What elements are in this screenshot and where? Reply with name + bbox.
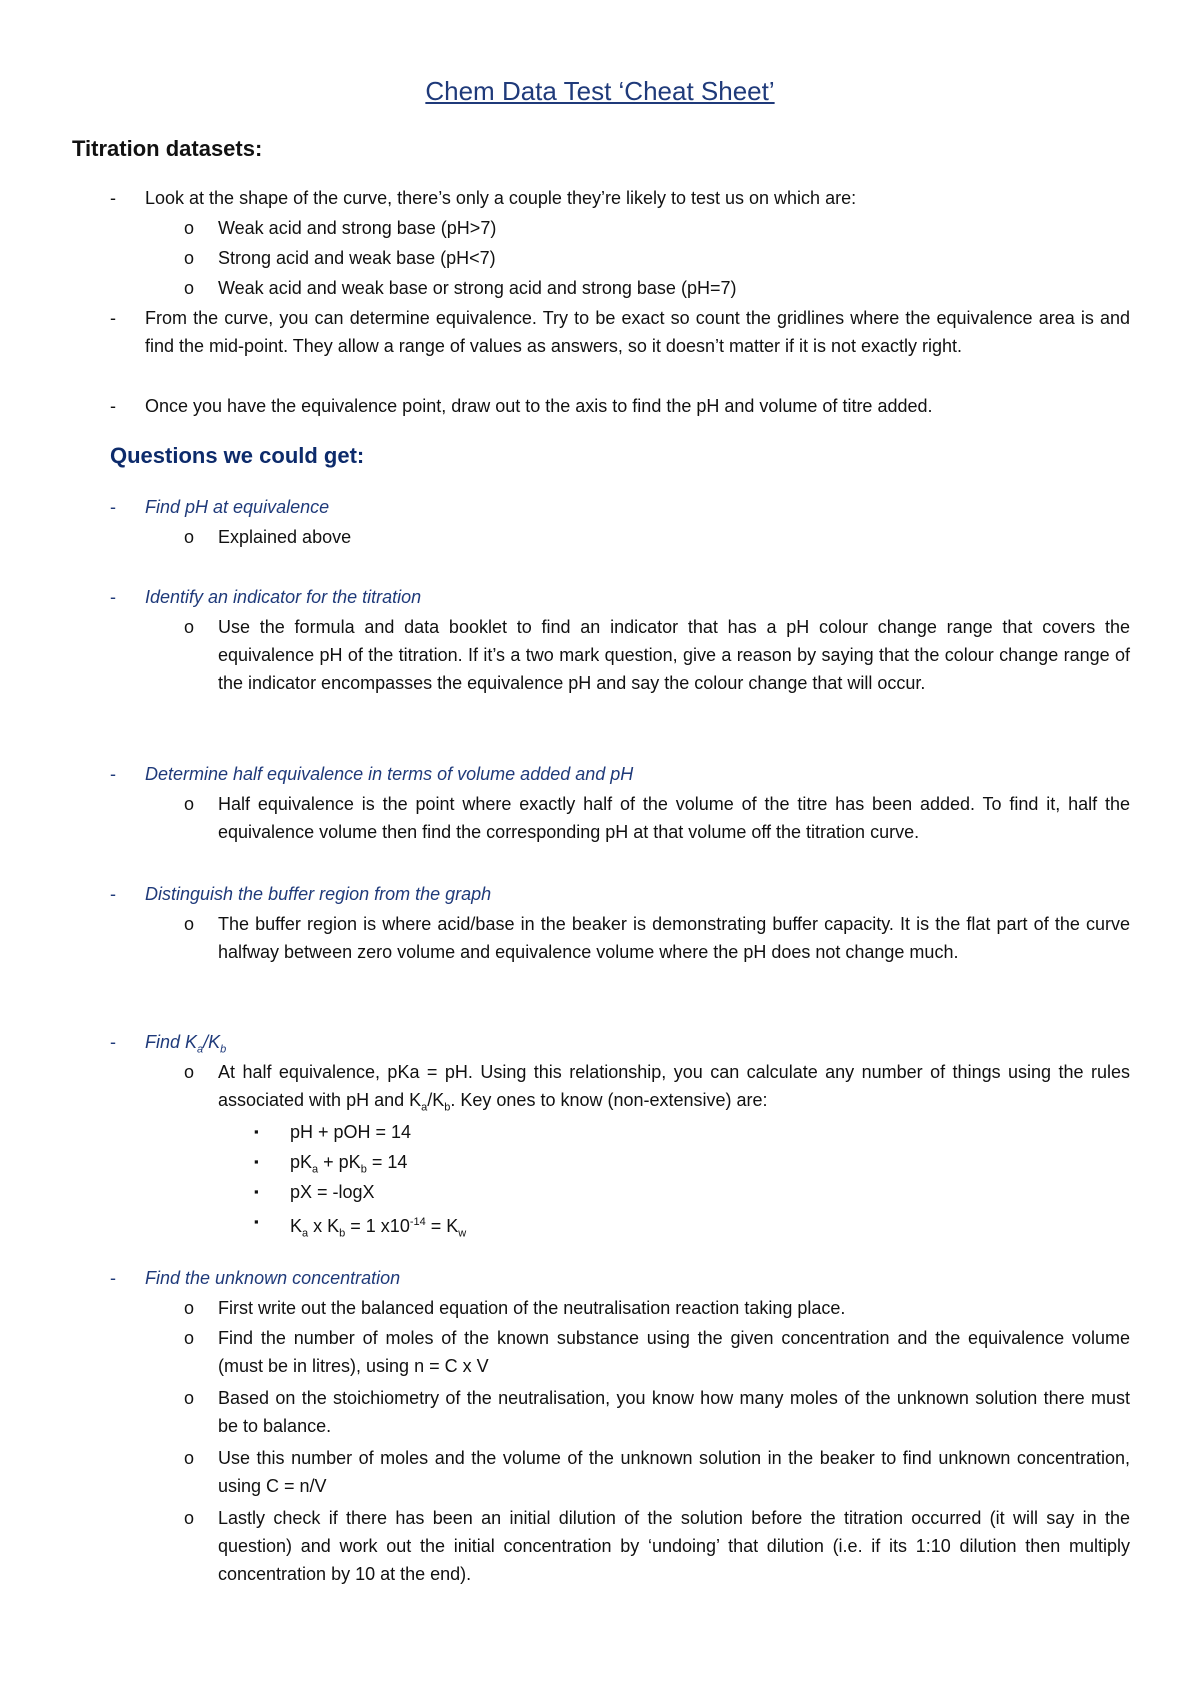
- curve-type-neutral: Weak acid and weak base or strong acid and strong base (pH=7): [218, 278, 737, 298]
- question-unknown-concentration: Find the unknown concentration: [145, 1268, 401, 1288]
- dash-bullet: -: [110, 396, 116, 416]
- titration-item-shape: Look at the shape of the curve, there’s only a couple they’re likely to test us on which are:: [145, 188, 857, 208]
- answer-half-equivalence: Half equivalence is the point where exactly half of the volume of the titre has been added. To find it, half the equivalence volume then find the corresponding pH at that volume off the titration curve.: [218, 794, 1130, 842]
- page-title: Chem Data Test ‘Cheat Sheet’: [425, 76, 775, 106]
- square-bullet: ▪: [254, 1214, 259, 1229]
- answer-find-ka-kb: At half equivalence, pKa = pH. Using this relationship, you can calculate any number of things using the rules associated with pH and $K_a/K_b$. Key ones to know (non-extensive) are:: [218, 1062, 1130, 1114]
- circle-bullet: o: [184, 248, 195, 268]
- step-balanced-equation: First write out the balanced equation of the neutralisation reaction taking place.: [218, 1298, 846, 1318]
- heading-titration-datasets: Titration datasets:: [72, 136, 263, 161]
- dash-bullet: -: [110, 188, 116, 208]
- answer-buffer-region: The buffer region is where acid/base in the beaker is demonstrating buffer capacity. It is the flat part of the curve halfway between zero volume and equivalence volume where the pH does not change much.: [218, 914, 1130, 962]
- dash-bullet: -: [110, 308, 116, 328]
- rule-ka-kb-kw: $K_a$ x $K_b = 1$ $x10^{-14} = K_w$: [290, 1216, 467, 1240]
- titration-item-equivalence: From the curve, you can determine equivalence. Try to be exact so count the gridlines where the equivalence area is and find the mid-point. They allow a range of values as answers, so it doesn’t matter if it is not exactly right.: [145, 308, 1130, 356]
- circle-bullet: o: [184, 218, 195, 238]
- question-ph-equivalence: Find pH at equivalence: [145, 497, 330, 517]
- answer-ph-equivalence: Explained above: [218, 527, 352, 547]
- dash-bullet: -: [110, 1032, 116, 1052]
- step-dilution: Lastly check if there has been an initial dilution of the solution before the titration occurred (it will say in the question) and work out the initial concentration by ‘undoing’ that dilution (i.e. if its 1:10 dilution then multiply concentration by 10 at the end).: [218, 1508, 1130, 1584]
- square-bullet: ▪: [254, 1154, 259, 1169]
- step-unknown-concentration: Use this number of moles and the volume of the unknown solution in the beaker to find unknown concentration, using C = n/V: [218, 1448, 1130, 1496]
- curve-type-strong-acid-weak-base: Strong acid and weak base (pH<7): [218, 248, 496, 268]
- dash-bullet: -: [110, 1268, 116, 1288]
- heading-questions: Questions we could get:: [110, 443, 365, 468]
- rule-ph-poh: pH + pOH = 14: [290, 1122, 412, 1142]
- square-bullet: ▪: [254, 1124, 259, 1139]
- dash-bullet: -: [110, 497, 116, 517]
- circle-bullet: o: [184, 1298, 195, 1318]
- square-bullet: ▪: [254, 1184, 259, 1199]
- step-stoichiometry: Based on the stoichiometry of the neutralisation, you know how many moles of the unknown solution there must be to balance.: [218, 1388, 1130, 1436]
- circle-bullet: o: [184, 527, 195, 547]
- circle-bullet: o: [184, 1062, 195, 1082]
- question-half-equivalence: Determine half equivalence in terms of volume added and pH: [145, 764, 634, 784]
- circle-bullet: o: [184, 1448, 195, 1468]
- circle-bullet: o: [184, 278, 195, 298]
- dash-bullet: -: [110, 764, 116, 784]
- question-buffer-region: Distinguish the buffer region from the graph: [145, 884, 492, 904]
- circle-bullet: o: [184, 617, 195, 637]
- dash-bullet: -: [110, 884, 116, 904]
- circle-bullet: o: [184, 1328, 195, 1348]
- circle-bullet: o: [184, 1388, 195, 1408]
- curve-type-weak-acid-strong-base: Weak acid and strong base (pH>7): [218, 218, 497, 238]
- rule-pka-pkb: $pK_a + pK_b = 14$: [290, 1152, 408, 1176]
- question-indicator: Identify an indicator for the titration: [145, 587, 422, 607]
- titration-item-axis: Once you have the equivalence point, draw out to the axis to find the pH and volume of titre added.: [145, 396, 933, 416]
- circle-bullet: o: [184, 1508, 195, 1528]
- circle-bullet: o: [184, 794, 195, 814]
- circle-bullet: o: [184, 914, 195, 934]
- rule-px-logx: pX = -logX: [290, 1182, 375, 1202]
- answer-indicator: Use the formula and data booklet to find an indicator that has a pH colour change range that covers the equivalence pH of the titration. If it’s a two mark question, give a reason by saying that the colour change range of the indicator encompasses the equivalence pH and say the colour change that will occur.: [218, 617, 1130, 693]
- question-find-ka-kb: Find $K_a/K_b$: [145, 1032, 227, 1056]
- step-moles-known: Find the number of moles of the known substance using the given concentration and the equivalence volume (must be in litres), using n = C x V: [218, 1328, 1130, 1376]
- dash-bullet: -: [110, 587, 116, 607]
